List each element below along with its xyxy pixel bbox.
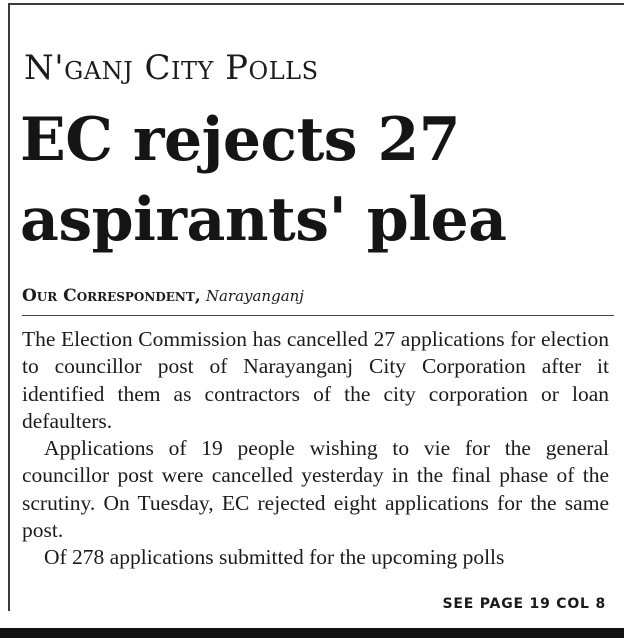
left-border [8,3,10,611]
bottom-border [0,628,624,638]
byline-name: Our Correspondent, [22,286,201,306]
headline-line-2: aspirants' plea [20,185,507,255]
paragraph: Of 278 applications submitted for the upcoming polls [44,545,505,570]
headline-line-1: EC rejects 27 [20,105,460,175]
paragraph: Applications of 19 people wishing to vie for the general councillor post were cancelled yesterday in the final phase of the scrutiny. On Tuesday, EC rejected eight applications for the same post. [22,436,609,543]
headline [20,100,615,260]
byline [22,285,304,307]
paragraph: The Election Commission has cancelled 27 applications for election to councillor post of Narayanganj City Corporation after it identified them as contractors of the city corporation or loan defaulters. [22,327,609,433]
article-body [22,326,609,572]
byline-place: Narayanganj [205,287,304,305]
byline-divider [22,315,614,316]
continuation-note: SEE PAGE 19 COL 8 [442,596,606,612]
top-border [8,3,624,5]
section-kicker: N'ganj City Polls [24,48,319,88]
